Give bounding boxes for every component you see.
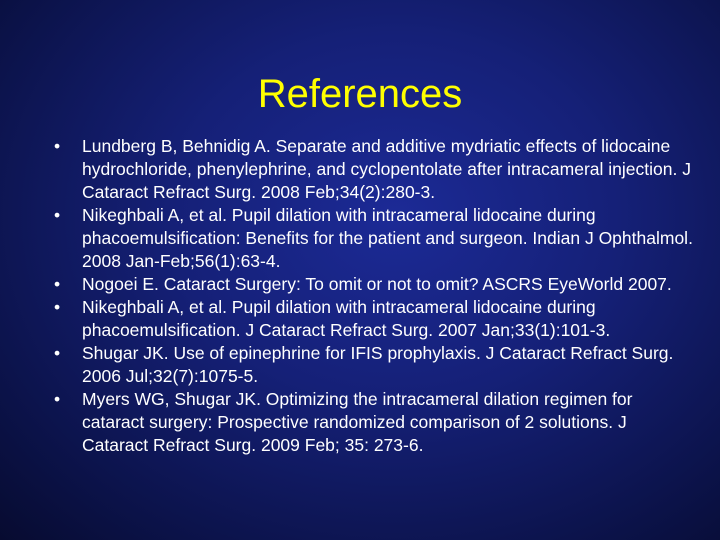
- reference-text: Nikeghbali A, et al. Pupil dilation with intracameral lidocaine during phacoemulsification: Benefits for the patient and surgeon. Indian J Ophthalmol. 2008 Jan-Feb;56(1):63-4.: [82, 205, 693, 271]
- bullet-icon: •: [54, 297, 61, 317]
- bullet-icon: •: [54, 343, 61, 363]
- reference-item: [54, 388, 694, 457]
- reference-list: [54, 135, 694, 457]
- bullet-icon: •: [54, 136, 61, 156]
- reference-text: Myers WG, Shugar JK. Optimizing the intracameral dilation regimen for cataract surgery: Prospective randomized comparison of 2 solutions. J Cataract Refract Surg. 2009 Feb; 35: 273-6.: [82, 389, 633, 455]
- reference-text: Nikeghbali A, et al. Pupil dilation with intracameral lidocaine during phacoemulsification. J Cataract Refract Surg. 2007 Jan;33(1):101-3.: [82, 297, 611, 340]
- reference-item: [54, 135, 694, 204]
- bullet-icon: •: [54, 389, 61, 409]
- reference-item: [54, 296, 694, 342]
- reference-text: Nogoei E. Cataract Surgery: To omit or not to omit? ASCRS EyeWorld 2007.: [82, 274, 672, 294]
- bullet-icon: •: [54, 205, 61, 225]
- slide-title-text: References: [257, 72, 463, 116]
- reference-text: Shugar JK. Use of epinephrine for IFIS prophylaxis. J Cataract Refract Surg. 2006 Jul;32(7):1075-5.: [82, 343, 674, 386]
- bullet-icon: •: [54, 274, 61, 294]
- reference-text: Lundberg B, Behnidig A. Separate and additive mydriatic effects of lidocaine hydrochloride, phenylephrine, and cyclopentolate after intracameral injection. J Cataract Refract Surg. 2008 Feb;34(2):280-3.: [82, 136, 691, 202]
- reference-item: [54, 273, 694, 296]
- slide-title: [0, 70, 720, 118]
- reference-item: [54, 342, 694, 388]
- reference-item: [54, 204, 694, 273]
